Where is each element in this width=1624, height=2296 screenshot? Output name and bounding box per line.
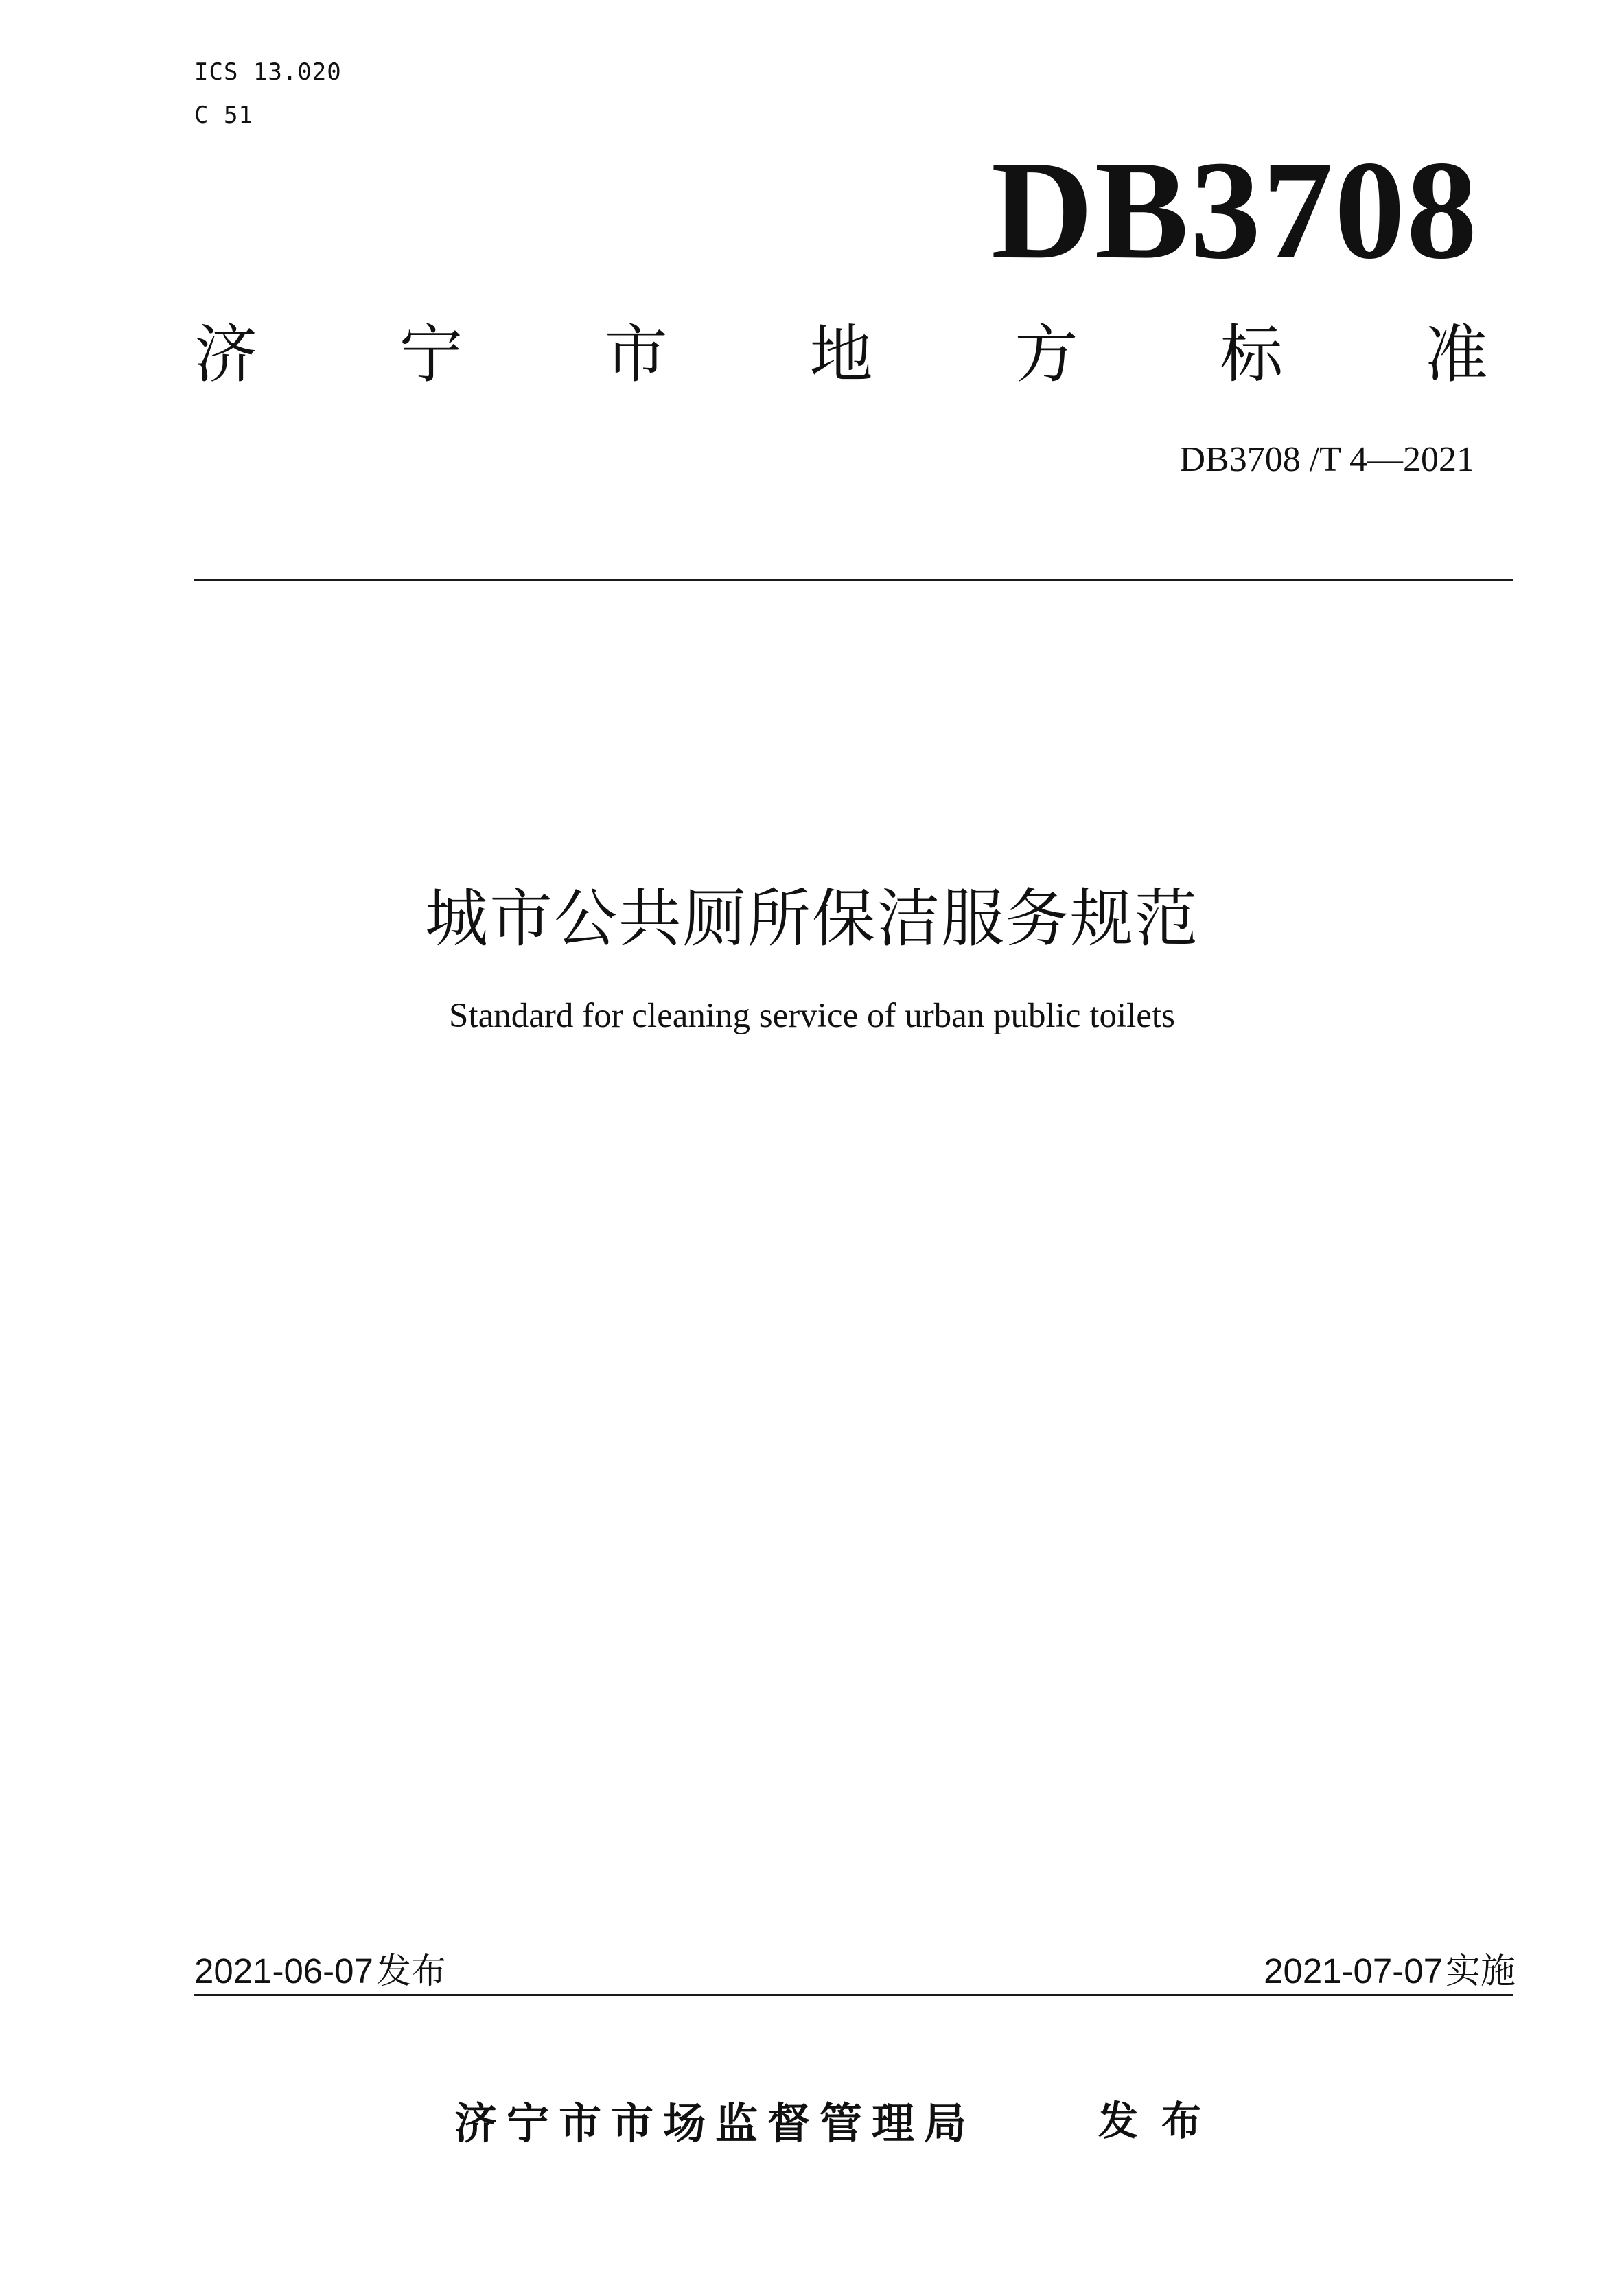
standard-type-char: 市 <box>604 318 668 391</box>
publish-label: 发布 <box>1098 2098 1225 2144</box>
standard-logo: DB3708 <box>990 131 1478 288</box>
ics-code: ICS 13.020 <box>194 58 342 86</box>
standard-type-title <box>194 317 1488 393</box>
document-title-en: Standard for cleaning service of urban public toilets <box>449 997 1175 1035</box>
standard-type-char: 地 <box>809 318 873 391</box>
implement-date <box>1264 1949 1516 1994</box>
issue-date-label: 发布 <box>375 1951 446 1992</box>
implement-date-value: 2021-07-07 <box>1264 1951 1443 1991</box>
standard-type-char: 宁 <box>399 318 463 391</box>
standard-type-char: 标 <box>1220 318 1284 391</box>
publisher-name: 济宁市市场监督管理局 <box>454 2098 977 2148</box>
bottom-divider <box>194 1994 1513 1996</box>
standard-number: DB3708 /T 4—2021 <box>1179 440 1474 479</box>
issue-date <box>194 1949 446 1994</box>
standard-type-char: 济 <box>194 318 258 391</box>
standard-type-char: 准 <box>1424 318 1488 391</box>
implement-date-label: 实施 <box>1445 1951 1516 1992</box>
top-divider <box>194 579 1513 581</box>
ccs-code: C 51 <box>194 102 253 129</box>
standard-type-char: 方 <box>1014 318 1078 391</box>
document-title-cn: 城市公共厕所保洁服务规范 <box>424 882 1199 955</box>
issue-date-value: 2021-06-07 <box>194 1951 373 1991</box>
